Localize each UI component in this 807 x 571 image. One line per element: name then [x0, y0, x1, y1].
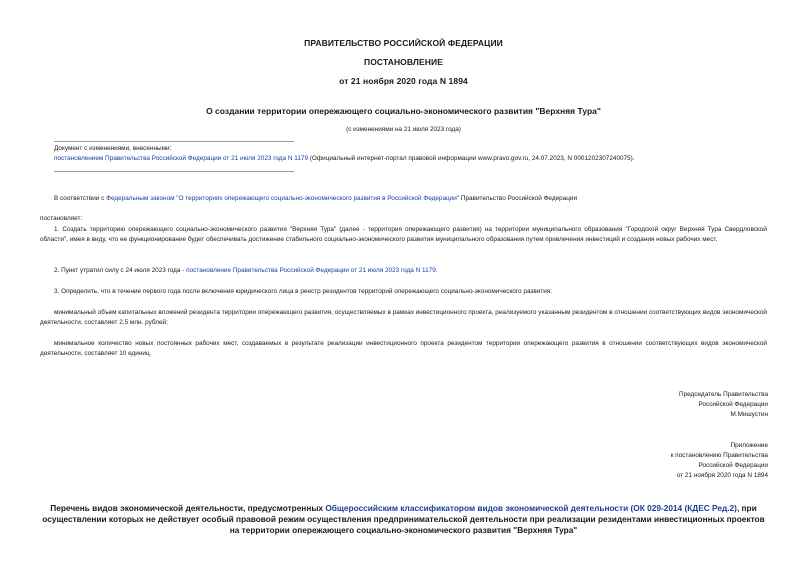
okved-link[interactable]: Общероссийским классификатором видов экономической деятельности (ОК 029-2014 (КДЕС Ред.2) [325, 503, 737, 513]
changes-note [54, 144, 774, 163]
signature-country: Российской Федерации [698, 401, 768, 408]
signature-position: Председатель Правительства [679, 391, 768, 398]
intro-paragraph [54, 194, 774, 204]
appendix-date: от 21 ноября 2020 года N 1894 [676, 472, 768, 479]
annex-title-prefix: Перечень видов экономической деятельности, предусмотренных [50, 503, 326, 513]
repeal-link[interactable]: постановление Правительства Российской Федерации от 21 июля 2023 года N 1179 [186, 267, 436, 274]
appendix-country: Российской Федерации [698, 462, 768, 469]
paragraph-3b: минимальное количество новых постоянных рабочих мест, создаваемых в результате реализации инвестиционного проекта резидентом территории опережающего развития в отношении соответствующих видов экономической деятельности, составляет 10 единиц. [40, 340, 767, 357]
federal-law-link[interactable]: Федеральным законом "О территориях опережающего социально-экономического развития в Российской Федерации" [106, 195, 460, 202]
revision-note: (с изменениями на 21 июля 2023 года) [346, 126, 461, 133]
paragraph-2 [54, 266, 767, 276]
changes-note-line [54, 154, 774, 164]
appendix-block [671, 441, 768, 481]
amendment-source: (Официальный интернет-портал правовой информации www.pravo.gov.ru, 24.07.2023, N 0001202307240075). [308, 154, 635, 162]
changes-note-label: Документ с изменениями, внесенными: [54, 145, 172, 152]
appendix-label: Приложение [730, 442, 768, 449]
divider-top [54, 141, 294, 142]
document-title: О создании территории опережающего социально-экономического развития "Верхняя Тура" [206, 106, 601, 116]
document-date-number: от 21 ноября 2020 года N 1894 [339, 76, 468, 86]
paragraph-3: 3. Определить, что в течение первого года после включения юридического лица в реестр резидентов территорий опережающего социально-экономического развития: [54, 288, 553, 295]
annex-title-suffix: , при осуществлении которых не действует особый правовой режим осуществления предпринимательской деятельности при реализации резидентами инвестиционных проектов на территории опережающего социально-экономического развития "Верхняя Тура" [42, 503, 765, 535]
appendix-ref: к постановлению Правительства [670, 452, 768, 459]
intro-suffix: Правительство Российской Федерации [459, 195, 578, 202]
decides-label: постановляет: [40, 215, 83, 222]
paragraph-2-suffix: . [435, 267, 438, 274]
intro-prefix: В соответствии с [54, 195, 107, 202]
government-heading: ПРАВИТЕЛЬСТВО РОССИЙСКОЙ ФЕДЕРАЦИИ [304, 38, 503, 48]
paragraph-3a: минимальный объем капитальных вложений резидента территории опережающего развития, осуществляемых в рамках инвестиционного проекта, реализуемого указанным резидентом в отношении соответствующих видов экономической деятельности, составляет 2,5 млн. рублей; [40, 309, 767, 326]
signature-name: М.Мишустин [730, 411, 768, 418]
divider-bottom [54, 171, 294, 172]
document-type: ПОСТАНОВЛЕНИЕ [364, 57, 443, 67]
paragraph-2-prefix: 2. Пункт утратил силу с 24 июля 2023 года - [54, 267, 187, 274]
paragraph-1: 1. Создать территорию опережающего социально-экономического развития "Верхняя Тура" (далее - территория опережающего развития) на территории муниципального образования "Городской округ Верхняя Тура Свердловской области", имея в виду, что ее функционирование будет обеспечивать достижение стабильного социально-экономического развития муниципального образования путем привлечения инвестиций и создания новых рабочих мест. [40, 226, 767, 243]
amendment-link[interactable]: постановлением Правительства Российской Федерации от 21 июля 2023 года N 1179 [54, 154, 308, 162]
signature-block [679, 390, 768, 420]
annex-title [40, 503, 767, 536]
